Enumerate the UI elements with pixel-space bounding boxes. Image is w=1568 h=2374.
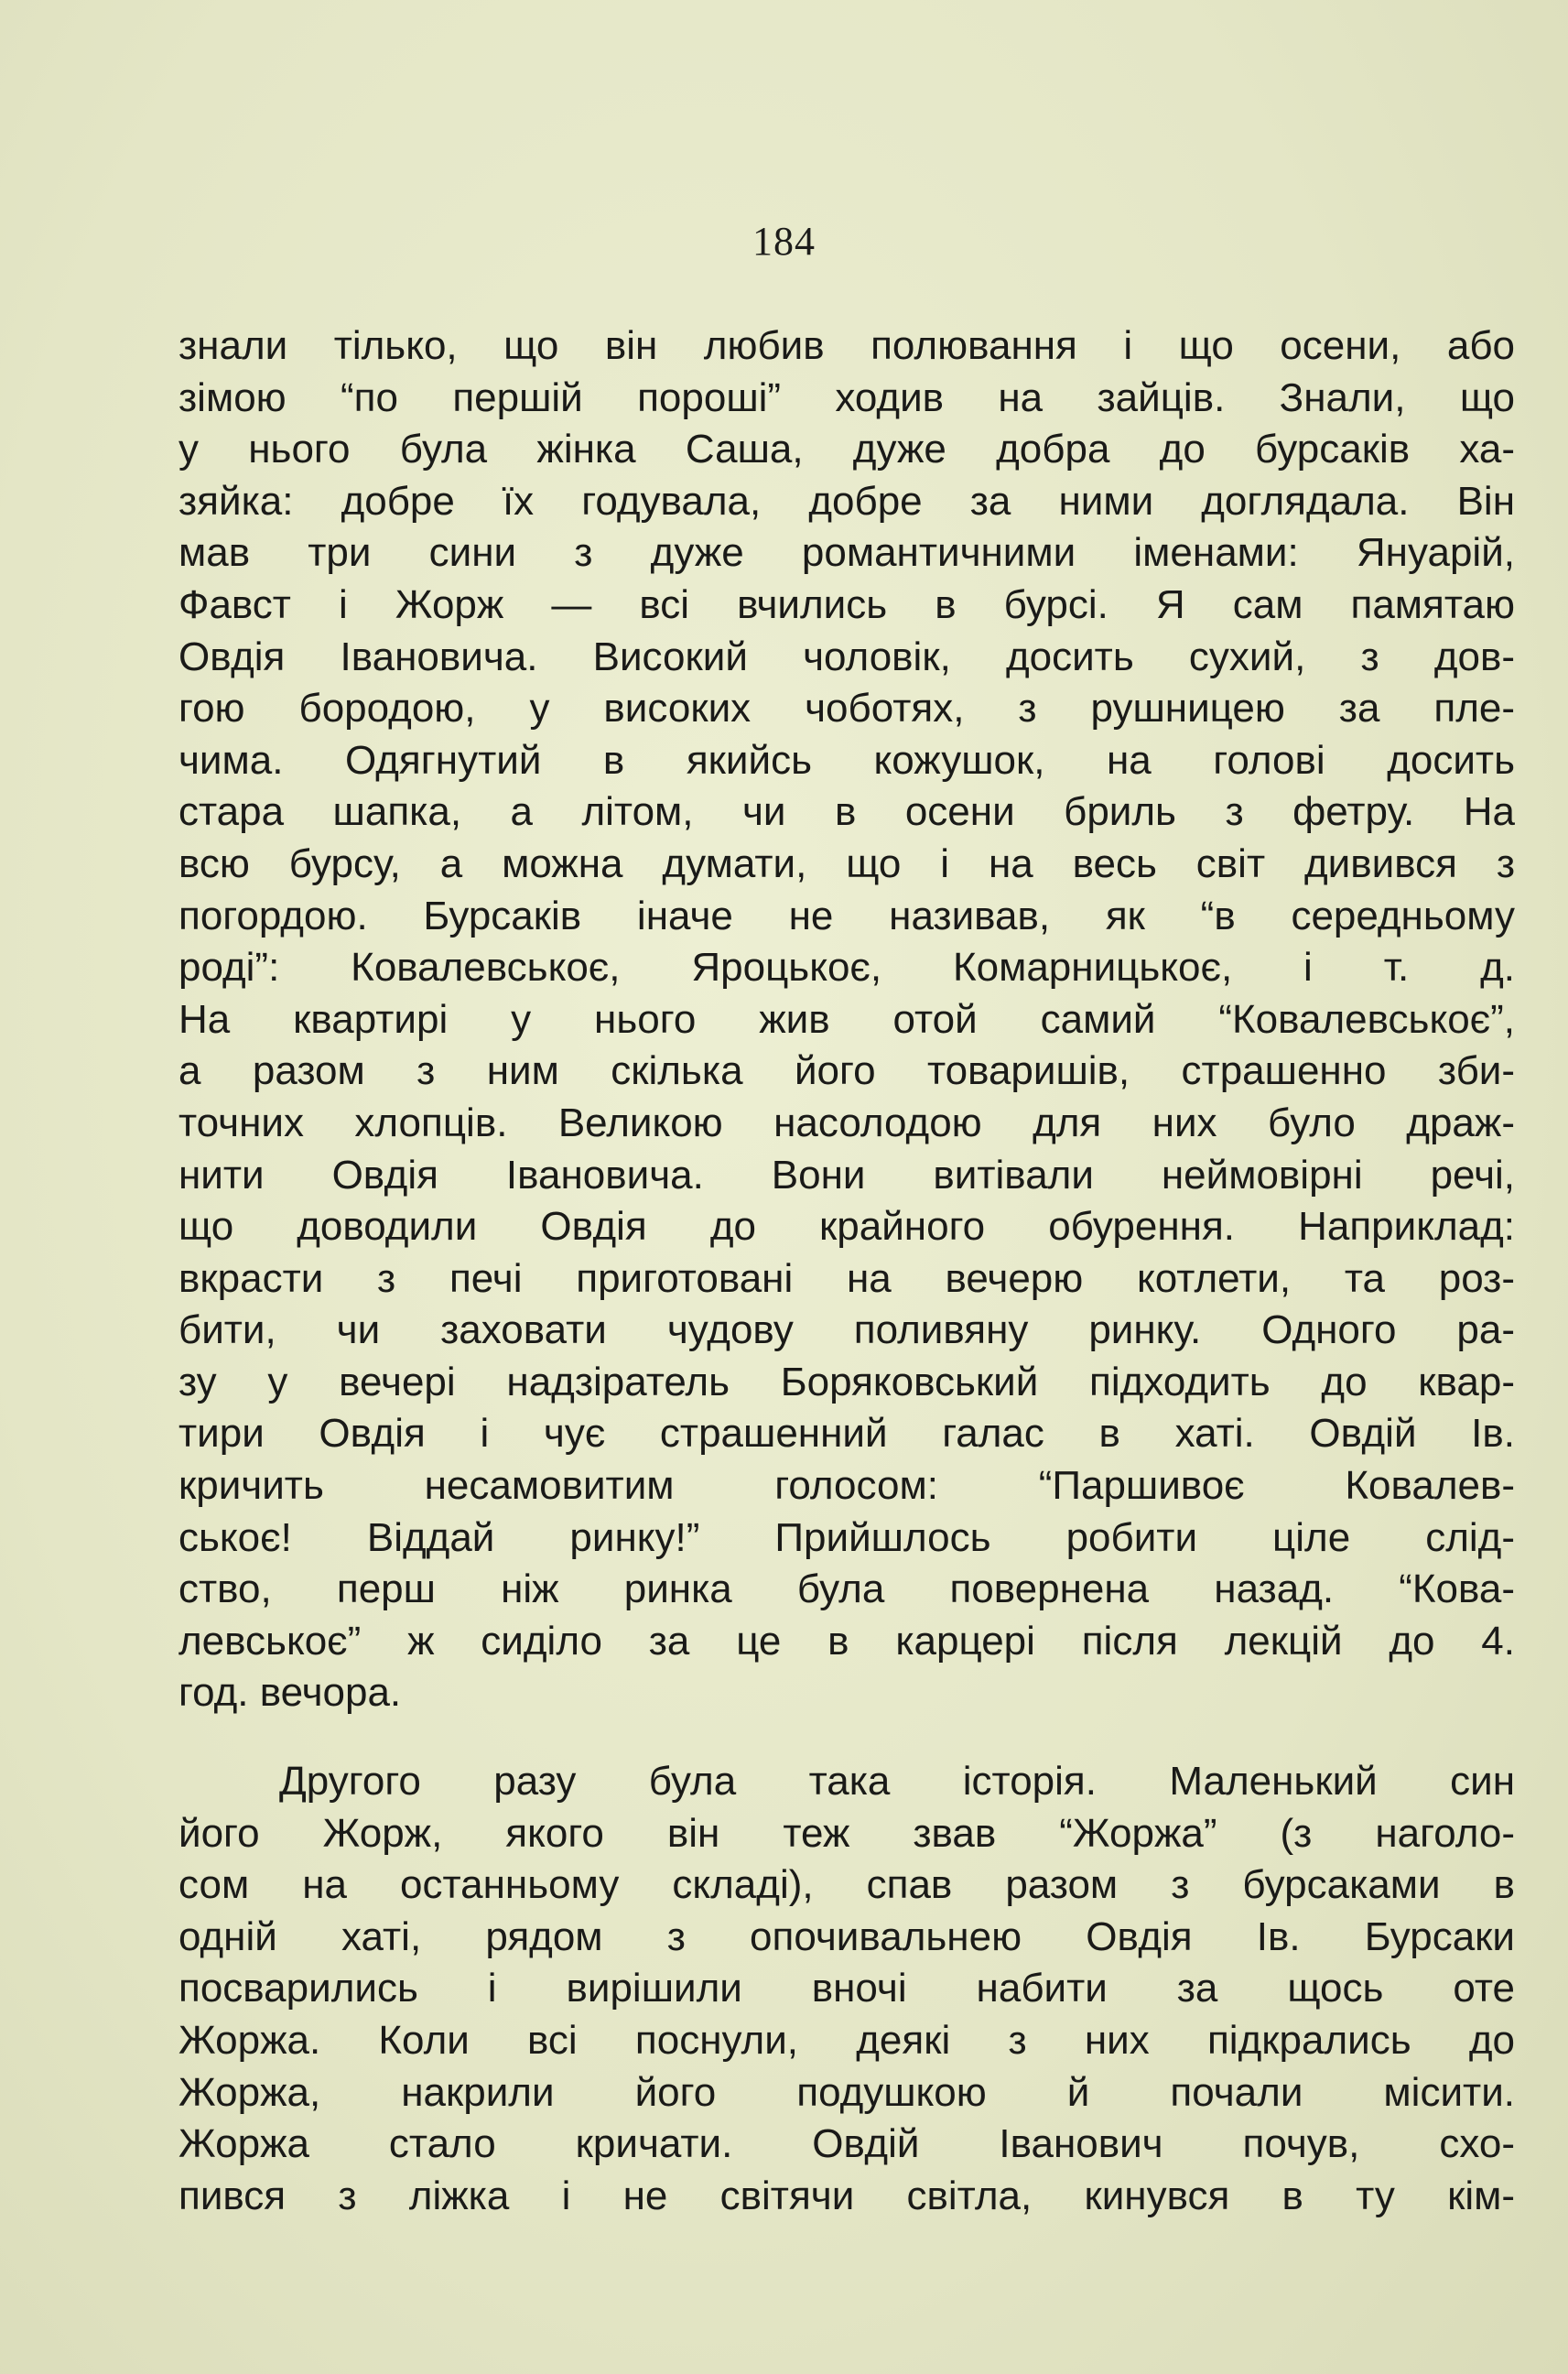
text-line: Жоржа. Коли всі поснули, деякі з них підкрались до — [178, 2018, 1515, 2063]
text-line: точних хлопців. Великою насолодою для них було драж- — [178, 1100, 1515, 1145]
text-line: ство, перш ніж ринка була повернена назад. “Кова- — [178, 1566, 1515, 1612]
text-line: Другого разу була така історія. Маленький син — [279, 1759, 1515, 1805]
text-line: погордою. Бурсаків іначе не називав, як “в середньому — [178, 893, 1515, 938]
text-line: Жоржа, накрили його подушкою й почали місити. — [178, 2069, 1515, 2115]
text-line: зяйка: добре їх годувала, добре за ними доглядала. Він — [178, 478, 1515, 524]
text-line: Фавст і Жорж — всі вчились в бурсі. Я сам памятаю — [178, 581, 1515, 627]
text-line: роді”: Ковалевськоє, Яроцькоє, Комарницькоє, і т. д. — [178, 945, 1515, 991]
text-line: кричить несамовитим голосом: “Паршивоє Ковалев- — [178, 1463, 1515, 1509]
text-line: стара шапка, а літом, чи в осени бриль з фетру. На — [178, 789, 1515, 835]
text-line: зу у вечері надзіратель Боряковський підходить до квар- — [178, 1359, 1515, 1404]
text-line: гою бородою, у високих чоботях, з рушницею за пле- — [178, 686, 1515, 732]
text-line: одній хаті, рядом з опочивальнею Овдія Ів. Бурсаки — [178, 1913, 1515, 1959]
page-text — [178, 320, 1515, 2222]
text-line: год. вечора. — [178, 1670, 402, 1716]
text-line: чима. Одягнутий в якийсь кожушок, на голові досить — [178, 737, 1515, 783]
text-line: його Жорж, якого він теж звав “Жоржа” (з наголо- — [178, 1810, 1515, 1856]
paragraph-2 — [178, 1756, 1515, 2222]
text-line: знали тілько, що він любив полювання і що осени, або — [178, 323, 1515, 368]
paragraph-gap — [178, 1719, 1515, 1756]
text-line: вкрасти з печі приготовані на вечерю котлети, та роз- — [178, 1255, 1515, 1301]
text-line: всю бурсу, а можна думати, що і на весь світ дивився з — [178, 840, 1515, 886]
text-line: ськоє! Віддай ринку!” Прийшлось робити ціле слід- — [178, 1514, 1515, 1560]
page-number: 184 — [752, 219, 816, 264]
paragraph-1 — [178, 320, 1515, 1719]
text-line: Жоржа стало кричати. Овдій Іванович почув, схо- — [178, 2121, 1515, 2167]
text-line: а разом з ним скілька його товаришів, страшенно зби- — [178, 1048, 1515, 1094]
text-line: На квартирі у нього жив отой самий “Ковалевськоє”, — [178, 996, 1515, 1042]
text-line: у нього була жінка Саша, дуже добра до бурсаків ха- — [178, 427, 1515, 472]
text-line: мав три сини з дуже романтичними іменами: Януарій, — [178, 530, 1515, 576]
text-line: Овдія Івановича. Високий чоловік, досить сухий, з дов- — [178, 634, 1515, 679]
text-line: що доводили Овдія до крайного обурення. Наприклад: — [178, 1204, 1515, 1250]
text-line: нити Овдія Івановича. Вони витівали неймовірні речі, — [178, 1152, 1515, 1198]
text-line: бити, чи заховати чудову поливяну ринку. Одного ра- — [178, 1307, 1515, 1353]
text-line: зімою “по першій пороші” ходив на зайців. Знали, що — [178, 374, 1515, 420]
text-line: левськоє” ж сиділо за це в карцері після лекцій до 4. — [178, 1618, 1515, 1664]
text-line: пився з ліжка і не світячи світла, кинувся в ту кім- — [178, 2173, 1515, 2218]
text-line: сом на останньому складі), спав разом з бурсаками в — [178, 1862, 1515, 1908]
text-line: тири Овдія і чує страшенний галас в хаті. Овдій Ів. — [178, 1411, 1515, 1457]
text-line: посварились і вирішили вночі набити за щось оте — [178, 1966, 1515, 2011]
